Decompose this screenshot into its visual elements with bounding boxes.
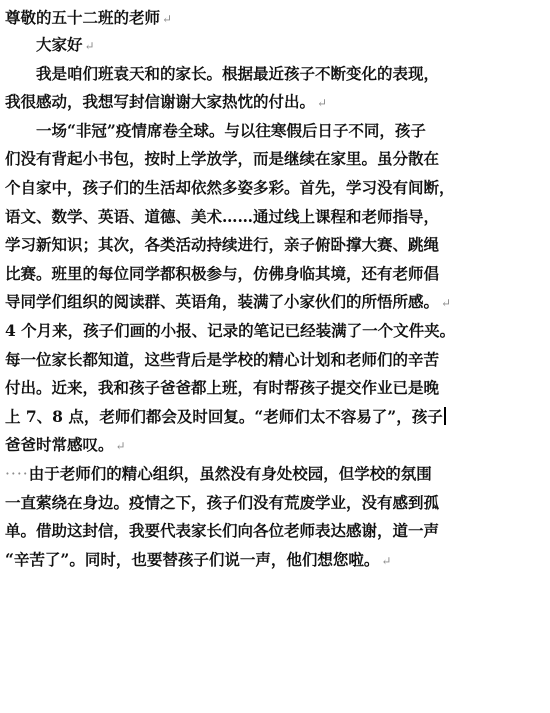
paragraph-3-line: 一直萦绕在身边。疫情之下，孩子们没有荒废学业，没有感到孤 bbox=[5, 492, 440, 512]
letter-greeting: 大家好 ↵ bbox=[36, 35, 95, 54]
paragraph-2-line: 语文、数学、英语、道德、美术……通过线上课程和老师指导， bbox=[5, 206, 440, 226]
paragraph-2-line: 上 7、8 点，老师们都会及时回复。“老师们太不容易了”，孩子 bbox=[5, 403, 530, 432]
paragraph-2-line: 一场“非冠”疫情席卷全球。与以往寒假后日子不同，孩子 bbox=[36, 120, 426, 140]
paragraph-mark-icon: ↵ bbox=[115, 439, 126, 454]
paragraph-mark-icon: ↵ bbox=[381, 553, 392, 568]
document-body[interactable] bbox=[5, 5, 530, 574]
paragraph-2-line: 个自家中，孩子们的生活却依然多姿多彩。首先，学习没有间断， bbox=[5, 177, 455, 197]
paragraph-2-line: 4 个月来，孩子们画的小报、记录的笔记已经装满了一个文件夹。 bbox=[5, 320, 456, 340]
paragraph-2-line: 比赛。班里的每位同学都积极参与，仿佛身临其境，还有老师倡 bbox=[5, 263, 440, 283]
paragraph-mark-icon: ↵ bbox=[441, 296, 452, 311]
letter-title: 尊敬的五十二班的老师 ↵ bbox=[5, 8, 173, 27]
paragraph-mark-icon: ↵ bbox=[84, 39, 95, 53]
paragraph-3-line: “辛苦了”。同时，也要替孩子们说一声，他们想您啦。 ↵ bbox=[5, 549, 392, 569]
paragraph-mark-icon: ↵ bbox=[317, 96, 328, 111]
paragraph-3-line: ····由于老师们的精心组织，虽然没有身处校园，但学校的氛围 bbox=[5, 463, 432, 483]
paragraph-2-line: 导同学们组织的阅读群、英语角，装满了小家伙们的所悟所感。 ↵ bbox=[5, 292, 452, 312]
text-cursor bbox=[444, 407, 446, 425]
paragraph-3-line: 单。借助这封信，我要代表家长们向各位老师表达感谢，道一声 bbox=[5, 521, 440, 541]
paragraph-2-line: 们没有背起小书包，按时上学放学，而是继续在家里。虽分散在 bbox=[5, 149, 440, 169]
indent-leader-dots: ···· bbox=[5, 464, 29, 483]
paragraph-1-line: 我是咱们班袁天和的家长。根据最近孩子不断变化的表现， bbox=[36, 63, 440, 83]
paragraph-2-line: 付出。近来，我和孩子爸爸都上班，有时帮孩子提交作业已是晚 bbox=[5, 378, 440, 398]
paragraph-2-line: 每一位家长都知道，这些背后是学校的精心计划和老师们的辛苦 bbox=[5, 349, 440, 369]
paragraph-2-line: 爸爸时常感叹。 ↵ bbox=[5, 435, 126, 455]
paragraph-1-line: 我很感动，我想写封信谢谢大家热忱的付出。 ↵ bbox=[5, 92, 328, 112]
paragraph-mark-icon: ↵ bbox=[162, 12, 173, 26]
paragraph-2-line: 学习新知识；其次，各类活动持续进行，亲子俯卧撑大赛、跳绳 bbox=[5, 235, 440, 255]
